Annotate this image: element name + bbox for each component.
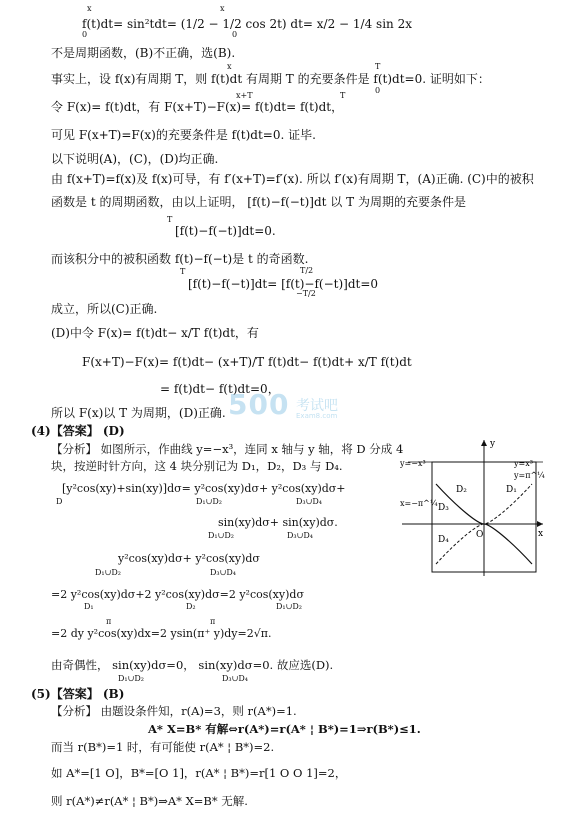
limit: π — [106, 617, 112, 626]
x-label: x — [538, 529, 544, 539]
line-18: 【分析】 如图所示，作曲线 y=−x³，连同 x 轴与 y 轴，将 D 分成 4 — [51, 442, 404, 456]
line-06: 以下说明(A)，(C)，(D)均正确. — [51, 152, 219, 166]
line-15: = f(t)dt− f(t)dt=0， — [160, 382, 280, 396]
origin-label: O — [476, 530, 484, 540]
y-label: y — [490, 439, 496, 449]
region-d2: D₂ — [456, 485, 467, 495]
limit: D₁∪D₂ — [276, 602, 302, 611]
line-23: =2 y²cos(xy)dσ+2 y²cos(xy)dσ=2 y²cos(xy)dσ — [51, 588, 304, 601]
line-09: [f(t)−f(−t)]dt=0. — [175, 224, 276, 238]
limit: T — [375, 62, 381, 71]
line-29: 而当 r(B*)=1 时，有可能使 r(A* ¦ B*)=2. — [51, 740, 275, 754]
limit: D — [56, 497, 63, 506]
line-13: (D)中令 F(x)= f(t)dt− x/T f(t)dt，有 — [51, 326, 259, 340]
limit: x — [87, 4, 92, 13]
limit: D₁∪D₂ — [208, 531, 234, 540]
limit: D₃∪D₄ — [287, 531, 313, 540]
line-01: f(t)dt= sin²tdt= (1/2 − 1/2 cos 2t) dt= x/2 − 1/4 sin 2x — [82, 17, 412, 31]
line-04: 令 F(x)= f(t)dt，有 F(x+T)−F(x)= f(t)dt= f(t)dt， — [51, 100, 344, 114]
line-26: (5)【答案】 (B) — [31, 687, 125, 701]
limit: D₁∪D₂ — [95, 568, 121, 577]
watermark-text: 考试吧 — [296, 398, 338, 414]
line-24: =2 dy y²cos(xy)dx=2 ysin(π⁺ y)dy=2√π. — [51, 627, 272, 640]
line-27: 【分析】 由题设条件知，r(A)=3，则 r(A*)=1. — [51, 704, 297, 718]
line-28: A* X=B* 有解⇔r(A*)=r(A* ¦ B*)=1⇒r(B*)≤1. — [148, 722, 421, 736]
limit: x+T — [236, 91, 253, 100]
line-05: 可见 F(x+T)=F(x)的充要条件是 f(t)dt=0. 证毕. — [51, 128, 316, 142]
line-03: 事实上，设 f(x)有周期 T，则 f(t)dt 有周期 T 的充要条件是 f(t)dt=0. 证明如下： — [51, 72, 490, 86]
limit: T/2 — [300, 266, 314, 275]
line-31: 则 r(A*)≠r(A* ¦ B*)⇒A* X=B* 无解. — [51, 794, 248, 808]
limit: T — [180, 267, 186, 276]
line-10: 而该积分中的被积函数 f(t)−f(−t)是 t 的奇函数. — [51, 252, 309, 266]
left-line-label: x=−π^¼ — [400, 499, 438, 508]
limit: D₃∪D₄ — [222, 674, 248, 683]
limit: D₂ — [186, 602, 196, 611]
region-d1: D₁ — [506, 485, 517, 495]
line-20: [y²cos(xy)+sin(xy)]dσ= y²cos(xy)dσ+ y²cos(xy)dσ+ — [62, 482, 346, 495]
line-21: sin(xy)dσ+ sin(xy)dσ. — [218, 516, 338, 529]
x-axis-arrow — [537, 521, 543, 527]
limit: 0 — [232, 30, 238, 39]
line-25: 由奇偶性， sin(xy)dσ=0， sin(xy)dσ=0. 故应选(D). — [51, 658, 334, 672]
limit: −T/2 — [296, 289, 316, 298]
region-d3: D₃ — [438, 503, 449, 513]
region-diagram — [398, 436, 548, 581]
line-07: 由 f(x+T)=f(x)及 f(x)可导，有 f′(x+T)=f′(x). 所以 f′(x)有周期 T，(A)正确. (C)中的被积 — [51, 172, 534, 186]
line-08: 函数是 t 的周期函数，由以上证明， [f(t)−f(−t)]dt 以 T 为周期的充要条件是 — [51, 195, 466, 209]
limit: π — [210, 617, 216, 626]
line-12: 成立，所以(C)正确. — [51, 302, 158, 316]
limit: x — [227, 62, 232, 71]
curve-right-top-label: y=x³ — [514, 459, 533, 468]
y-axis-arrow — [481, 440, 487, 446]
limit: x — [220, 4, 225, 13]
limit: T — [340, 91, 346, 100]
line-19: 块，按逆时针方向，这 4 块分别记为 D₁，D₂，D₃ 与 D₄. — [51, 459, 343, 473]
curve-right-bottom-label: y=π^¼ — [514, 471, 545, 480]
limit: 0 — [82, 30, 88, 39]
line-11: [f(t)−f(−t)]dt= [f(t)−f(−t)]dt=0 — [188, 277, 379, 291]
line-17: (4)【答案】 (D) — [31, 424, 125, 438]
limit: T — [167, 215, 173, 224]
limit: D₁ — [84, 602, 94, 611]
limit: D₃∪D₄ — [210, 568, 236, 577]
watermark-url: Exam8.com — [296, 412, 338, 420]
line-16: 所以 F(x)以 T 为周期，(D)正确. — [51, 406, 226, 420]
line-22: y²cos(xy)dσ+ y²cos(xy)dσ — [118, 552, 260, 565]
limit: D₁∪D₂ — [118, 674, 144, 683]
curve-left-label: y=−x³ — [400, 459, 426, 468]
watermark-logo: 500 — [228, 388, 290, 421]
limit: D₃∪D₄ — [296, 497, 322, 506]
limit: 0 — [375, 86, 381, 95]
limit: D₁∪D₂ — [196, 497, 222, 506]
line-30: 如 A*=[1 O]，B*=[O 1]，r(A* ¦ B*)=r[1 O O 1]=2， — [51, 766, 347, 780]
line-14: F(x+T)−F(x)= f(t)dt− (x+T)/T f(t)dt− f(t)dt+ x/T f(t)dt — [82, 355, 412, 369]
region-d4: D₄ — [438, 535, 449, 545]
line-02: 不是周期函数，(B)不正确，选(B). — [51, 46, 236, 60]
